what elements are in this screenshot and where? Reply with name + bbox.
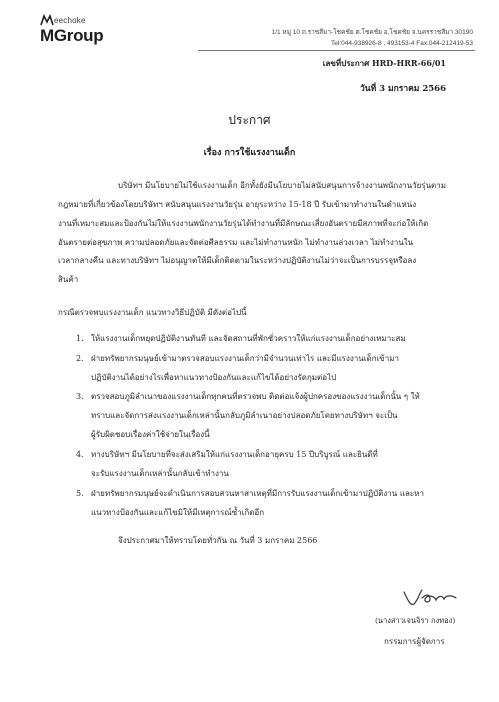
list-number: 5.: [76, 489, 84, 498]
header-divider: [198, 50, 475, 51]
closing-statement: จึงประกาศมาให้ทราบโดยทั่วกัน ณ วันที่ 3 มกราคม 2566: [118, 536, 318, 545]
logo-top-text: eechoke: [54, 16, 86, 25]
list-item-line: ให้แรงงานเด็กหยุดปฏิบัติงานทันที และจัดสถานที่พักชั่วคราวให้แก่แรงงานเด็กอย่างเหมาะสม: [91, 334, 406, 343]
company-address: 1/1 หมู่ 10 ถ.ราชสีมา-โชคชัย ต.โชคชัย อ.โชคชัย จ.นครราชสีมา 30190: [271, 29, 473, 36]
list-item-line: ตรวจสอบภูมิลำเนาของแรงงานเด็กทุกคนที่ตรวจพบ ติดต่อแจ้งผู้ปกครองของแรงงานเด็กนั้น ๆ ให้: [91, 392, 420, 401]
handwritten-signature: [400, 586, 460, 610]
paragraph-line: บริษัทฯ มีนโยบายไม่ใช้แรงงานเด็ก อีกทั้งยังมีนโยบายไม่สนับสนุนการจ้างงานพนักงานวัยรุ่นตาม: [118, 181, 447, 190]
list-item-line: ฝ่ายทรัพยากรมนุษย์เข้ามาตรวจสอบแรงงานเด็กว่ามีจำนวนเท่าไร และมีแรงงานเด็กเข้ามา: [91, 354, 399, 363]
list-item-line: ฝ่ายทรัพยากรมนุษย์จะดำเนินการสอบสวนหาสาเหตุที่มีการรับแรงงานเด็กเข้ามาปฏิบัติงาน และหา: [91, 489, 424, 498]
paragraph-line: สินค้า: [58, 275, 79, 284]
document-date: วันที่ 3 มกราคม 2566: [359, 84, 446, 94]
list-item-line: ปฏิบัติงานได้อย่างไรเพื่อหาแนวทางป้องกันและแก้ไขได้อย่างรัดกุมต่อไป: [91, 373, 337, 382]
list-item-line: แนวทางป้องกันและแก้ไขมิให้มีเหตุการณ์ซ้ำเกิดอีก: [91, 508, 265, 517]
company-contact: Tel:044-938926-8 , 493153-4 Fax:044-212419-53: [330, 40, 473, 47]
document-number: เลขที่ประกาศ HRD-HRR-66/01: [322, 58, 446, 68]
logo-mark-icon: [40, 14, 54, 26]
signer-position: กรรมการผู้จัดการ: [384, 637, 445, 646]
list-number: 4.: [76, 450, 84, 459]
list-item-line: ทางบริษัทฯ มีนโยบายที่จะส่งเสริมให้แก่แรงงานเด็กอายุครบ 15 ปีบริบูรณ์ และยินดีที่: [91, 450, 378, 459]
list-number: 1.: [76, 334, 84, 343]
announcement-title: ประกาศ: [228, 113, 271, 127]
paragraph-line: อันตรายต่อสุขภาพ ความปลอดภัยและจัดต่อศีลธรรม และไม่ทำงานหนัก ไม่ทำงานล่วงเวลา ไม่ทำงานใน: [58, 238, 414, 247]
procedure-intro: กรณีตรวจพบแรงงานเด็ก แนวทางวิธีปฏิบัติ มีดังต่อไปนี้: [58, 308, 247, 317]
announcement-subject: เรื่อง การใช้แรงงานเด็ก: [203, 148, 296, 158]
list-item-line: จะรับแรงงานเด็กเหล่านั้นกลับเข้าทำงาน: [91, 469, 229, 478]
list-item-line: ผู้รับผิดชอบเรื่องค่าใช้จ่ายในเรื่องนี้: [91, 430, 210, 439]
company-logo: [40, 14, 140, 54]
paragraph-line: เวลากลางคืน และทางบริษัทฯ ไม่อนุญาตให้มีเด็กติดตามในระหว่างปฏิบัติงานไม่ว่าจะเป็นการบรรจุหรือลง: [58, 256, 417, 265]
logo-main-text: MGroup: [40, 26, 104, 45]
list-number: 3.: [76, 392, 84, 401]
paragraph-line: งานที่เหมาะสมและป้องกันไม่ให้แรงงานพนักงานวัยรุ่นได้ทำงานที่มีลักษณะเสี่ยงอันตรายมีสภาพที่จะก่อให้เกิด: [58, 219, 429, 228]
signer-name: (นางสาวเจนจิรา กงทอง): [375, 616, 456, 625]
list-item-line: ทราบและจัดการส่งแรงงานเด็กเหล่านั้นกลับภูมิลำเนาอย่างปลอดภัยโดยทางบริษัทฯ จะเป็น: [91, 411, 398, 420]
paragraph-line: กฎหมายที่เกี่ยวข้องโดยบริษัทฯ สนับสนุนแรงงานวัยรุ่น อายุระหว่าง 15-18 ปี รับเข้ามาทำงานในตำแหน่ง: [58, 200, 417, 209]
list-number: 2.: [76, 354, 84, 363]
